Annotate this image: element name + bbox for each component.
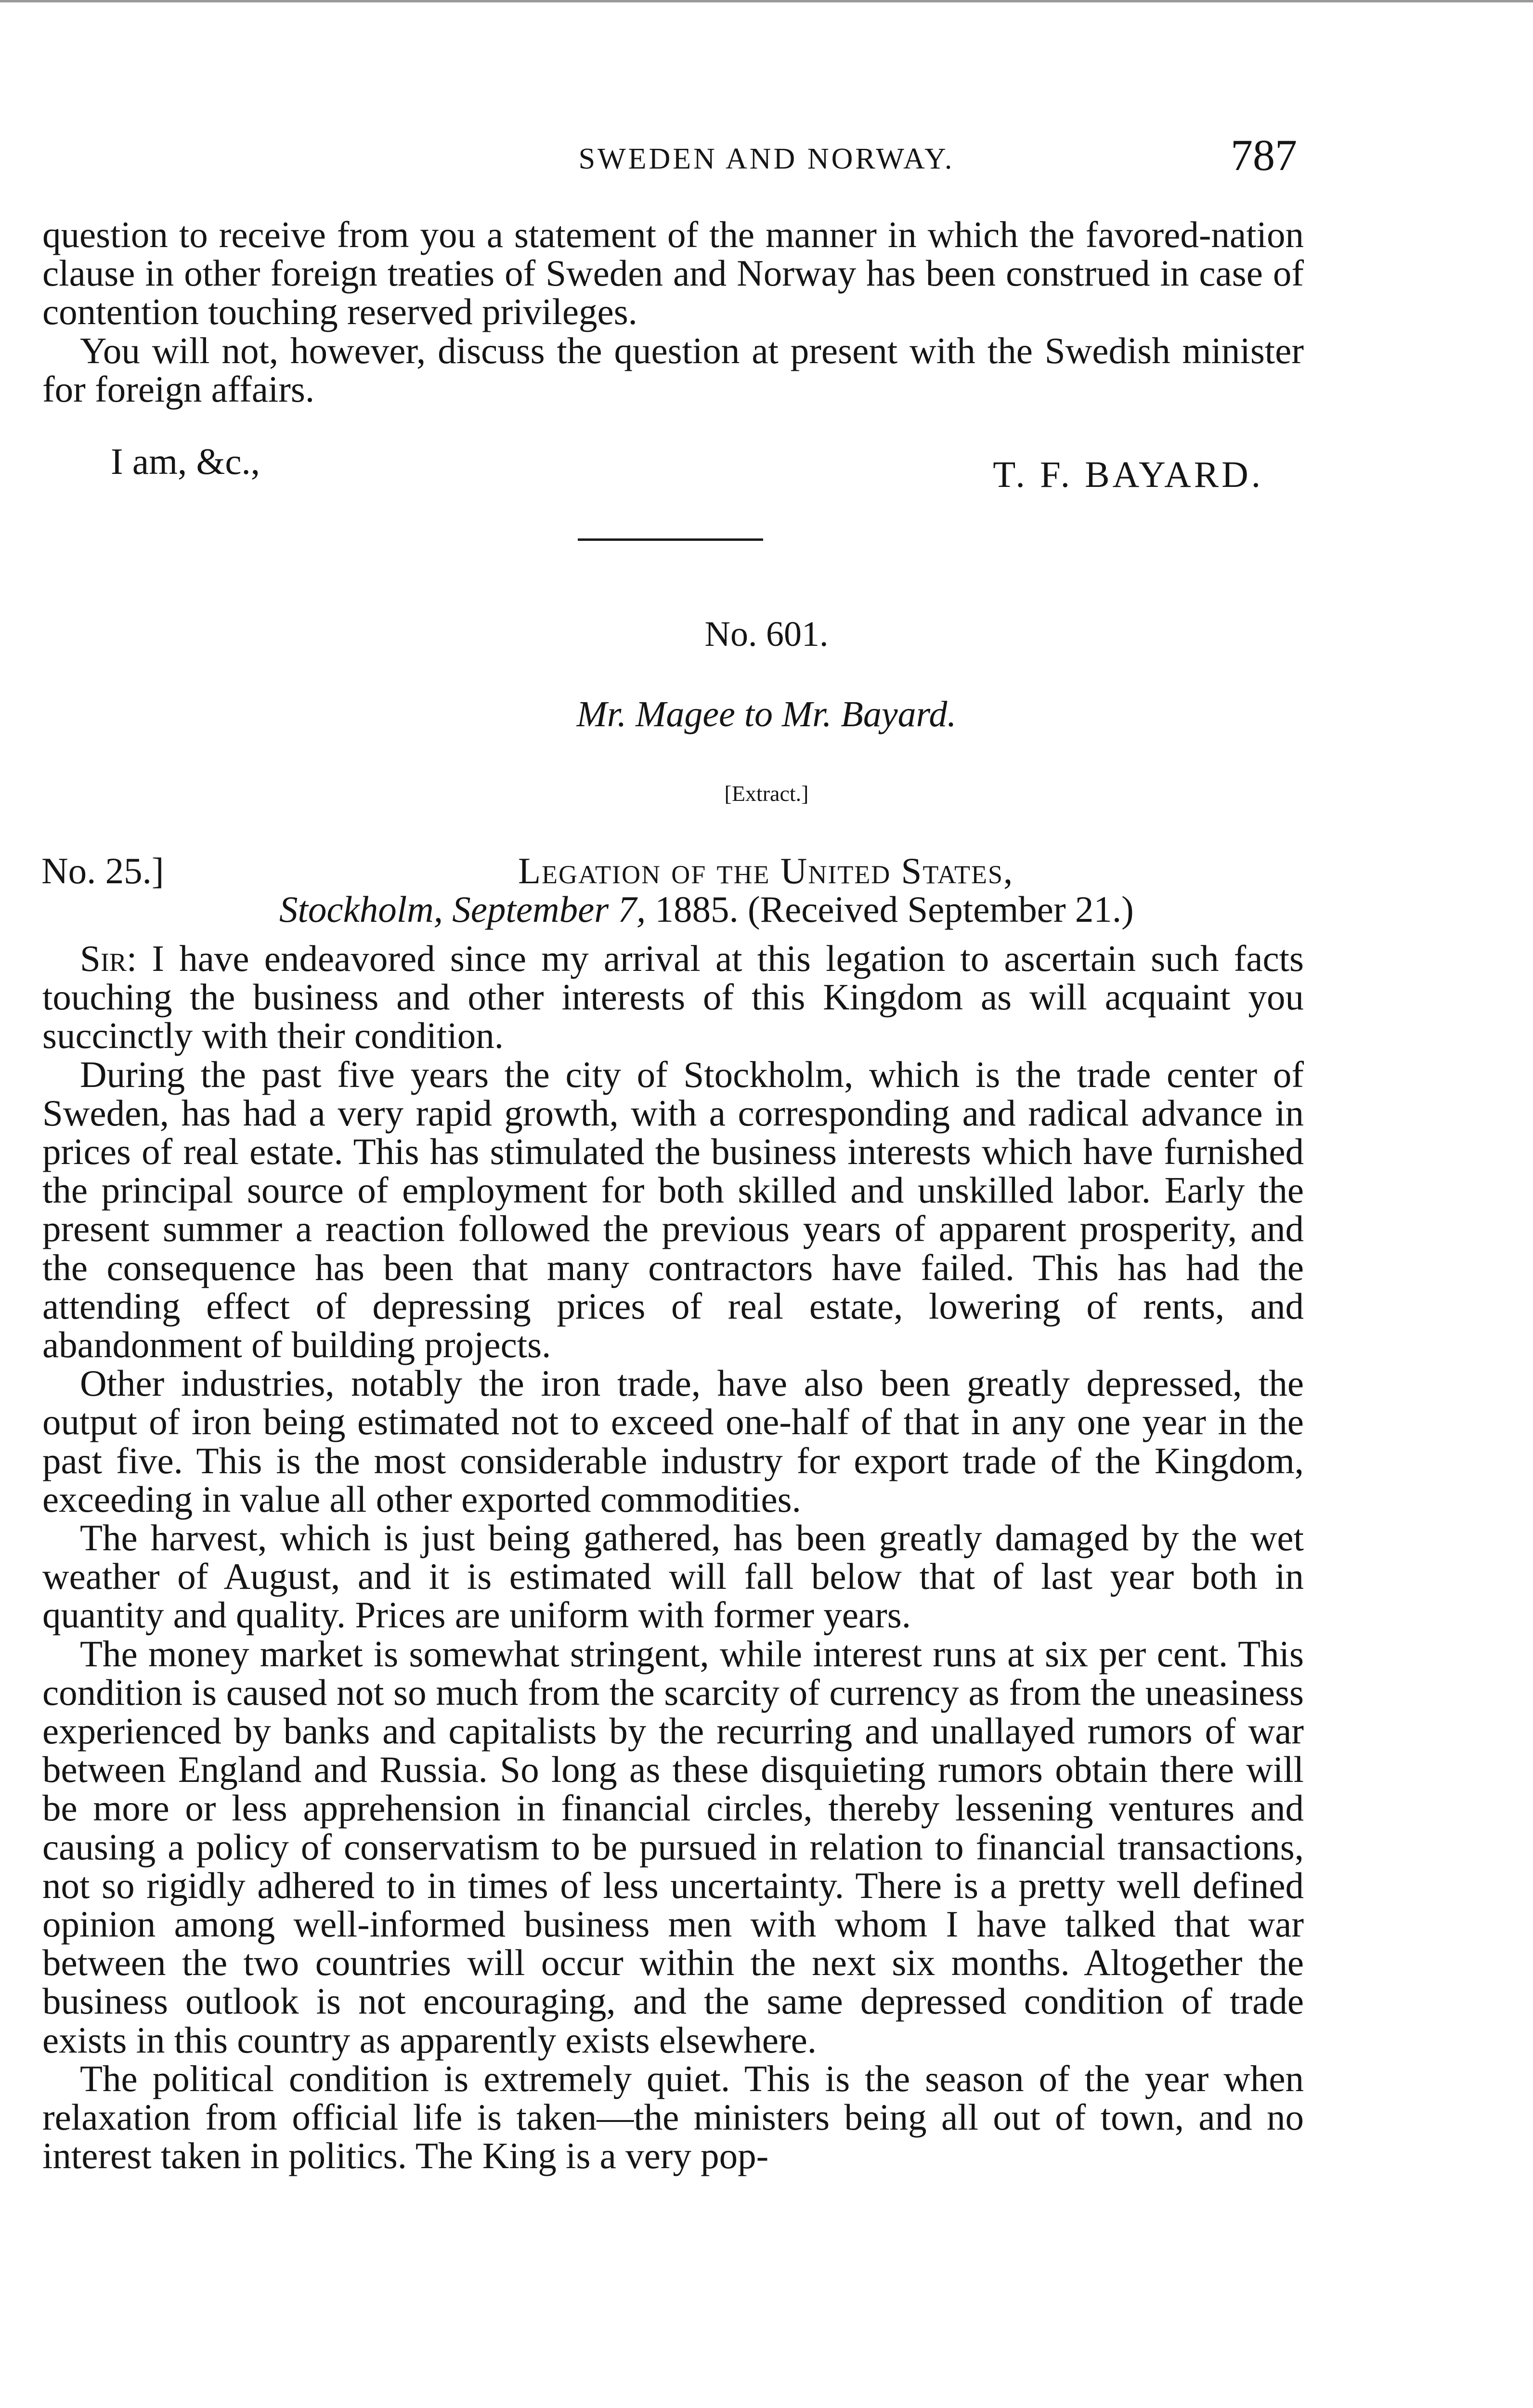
dateline-received: 1885. (Received September 21.) bbox=[646, 889, 1134, 930]
continuation-text bbox=[42, 215, 1304, 408]
opening-paragraph bbox=[42, 939, 1304, 1055]
document-number: No. 601. bbox=[704, 615, 829, 654]
letter-body bbox=[42, 939, 1304, 2175]
dispatch-number: No. 25.] bbox=[41, 850, 164, 891]
dateline-place-date: Stockholm, September 7, bbox=[279, 889, 646, 930]
page-number: 787 bbox=[1231, 131, 1297, 180]
body-paragraph: Other industries, notably the iron trade, have also been greatly depressed, the output of iron being estimated not to exceed one-half of that in any one year in the past five. This is the most considerable industry for export trade of the Kingdom, exceeding in value all other exported commodities. bbox=[42, 1362, 1304, 1520]
body-paragraph: The political condition is extremely quiet. This is the season of the year when relaxation from official life is taken—the ministers being all out of town, and no interest taken in politics. The King is a very pop- bbox=[42, 2057, 1304, 2177]
extract-note: [Extract.] bbox=[724, 781, 809, 806]
section-divider bbox=[578, 538, 763, 541]
closing-line: I am, &c., bbox=[111, 441, 260, 482]
dispatch-dateline bbox=[279, 890, 1134, 929]
top-page-rule bbox=[0, 0, 1533, 2]
instruction-paragraph: You will not, however, discuss the question at present with the Swedish minister for foreign affairs. bbox=[42, 329, 1304, 410]
document-heading: Mr. Magee to Mr. Bayard. bbox=[576, 694, 957, 734]
salutation: Sir: bbox=[80, 938, 137, 979]
body-paragraph: The money market is somewhat stringent, while interest runs at six per cent. This condition is caused not so much from the scarcity of currency as from the uneasiness experienced by banks and capitalists by the recurring and unallayed rumors of war between England and Russia. So long as these disquieting rumors obtain there will be more or less apprehension in financial circles, thereby lessening ventures and causing a policy of conservatism to be pursued in relation to financial transactions, not so rigidly adhered to in times of less uncertainty. There is a pretty well defined opinion among well-informed business men with whom I have talked that war between the two countries will occur within the next six months. Altogether the business outlook is not encouraging, and the same depressed condition of trade exists in this country as apparently exists elsewhere. bbox=[42, 1633, 1304, 2061]
legation-heading: Legation of the United States, bbox=[518, 850, 1014, 891]
body-paragraph: The harvest, which is just being gathered, has been greatly damaged by the wet weather of August, and it is estimated will fall below that of last year both in quantity and quality. Prices are uniform with former years. bbox=[42, 1517, 1304, 1636]
opening-paragraph-text: I have endeavored since my arrival at this legation to ascertain such facts touching the business and other interests of this Kingdom as will acquaint you succinctly with their condition. bbox=[42, 938, 1304, 1057]
signature: T. F. BAYARD. bbox=[993, 454, 1263, 495]
continuation-paragraph: question to receive from you a statement of the manner in which the favored-nation clause in other foreign treaties of Sweden and Norway has been construed in case of contention touching reserved privileges. bbox=[42, 214, 1304, 333]
running-header-title: SWEDEN AND NORWAY. bbox=[578, 143, 955, 175]
body-paragraph: During the past five years the city of Stockholm, which is the trade center of Sweden, has had a very rapid growth, with a corresponding and radical advance in prices of real estate. This has stimulated the business interests which have furnished the principal source of employment for both skilled and unskilled labor. Early the present summer a reaction followed the previous years of apparent prosperity, and the consequence has been that many contractors have failed. This has had the attending effect of depressing prices of real estate, lowering of rents, and abandonment of building projects. bbox=[42, 1053, 1304, 1366]
